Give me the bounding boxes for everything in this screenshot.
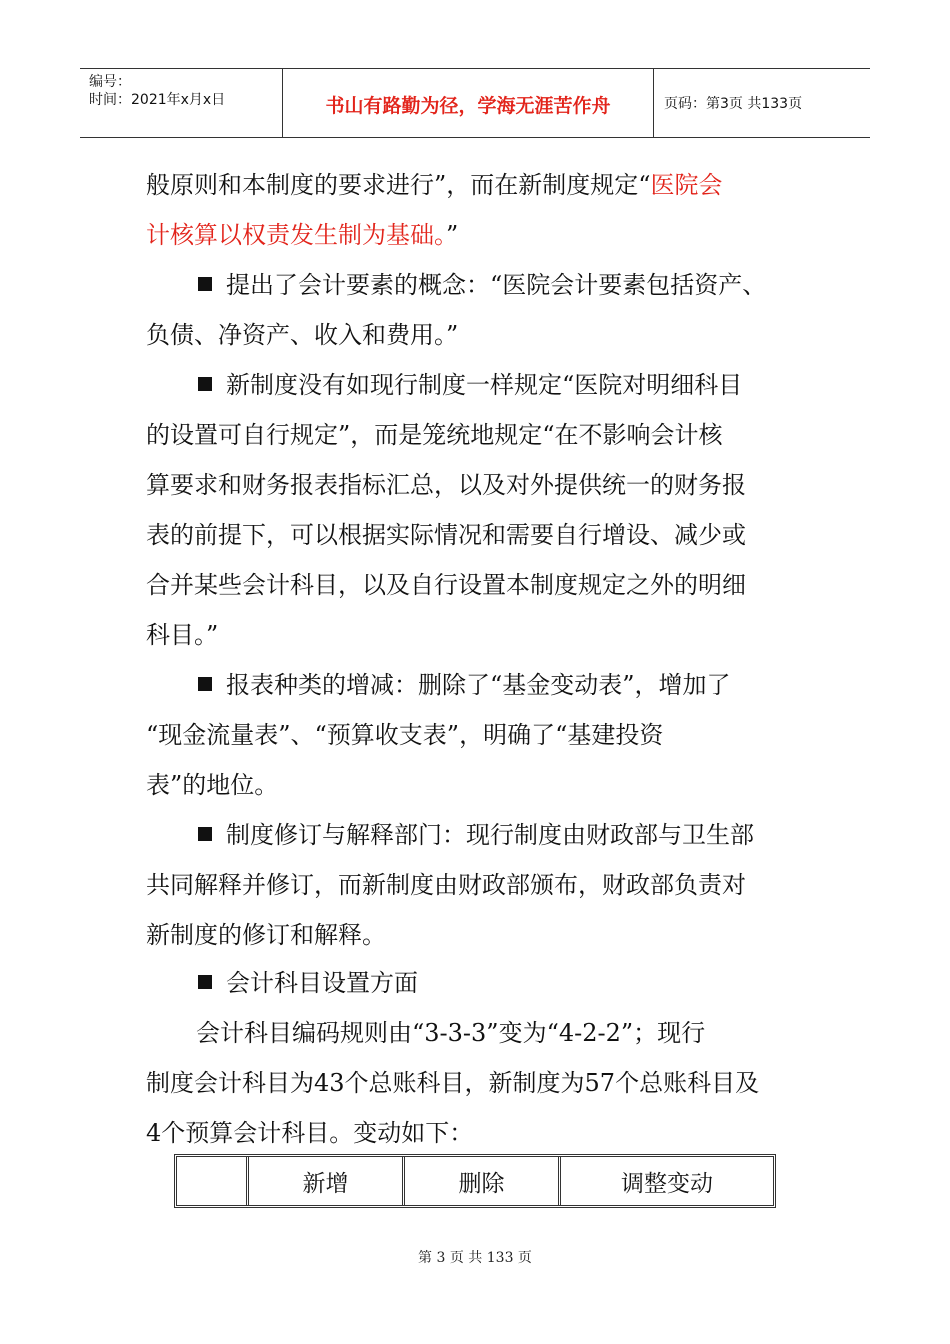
bullet-line: 新制度没有如现行制度一样规定“医院对明细科目 — [198, 370, 742, 400]
highlighted-text: 医院会 — [650, 171, 723, 199]
text-line: 合并某些会计科目，以及自行设置本制度规定之外的明细 — [146, 571, 746, 599]
time-label: 时间：2021年x月x日 — [89, 92, 226, 108]
square-bullet-icon — [198, 277, 212, 291]
number-label: 编号： — [89, 74, 131, 90]
text-line: 计核算以权责发生制为基础。” — [146, 221, 459, 249]
page-footer: 第 3 页 共 133 页 — [418, 1250, 532, 1266]
text-line: 科目。” — [146, 621, 219, 649]
text-line: 的设置可自行规定”，而是笼统地规定“在不影响会计核 — [146, 421, 723, 449]
bullet-line: 报表种类的增减：删除了“基金变动表”，增加了 — [198, 670, 731, 700]
square-bullet-icon — [198, 975, 212, 989]
text-line: 会计科目编码规则由“3-3-3”变为“4-2-2”；现行 — [196, 1019, 706, 1047]
table-header-cell: 删除 — [405, 1157, 561, 1205]
bullet-line: 会计科目设置方面 — [198, 968, 418, 998]
header-page-info: 页码：第3页 共133页 — [664, 96, 803, 112]
bullet-line: 提出了会计要素的概念：“医院会计要素包括资产、 — [198, 270, 766, 300]
text-line: 表”的地位。 — [146, 771, 279, 799]
bullet-line: 制度修订与解释部门：现行制度由财政部与卫生部 — [198, 820, 754, 850]
text-line: 新制度的修订和解释。 — [146, 921, 386, 949]
highlighted-text: 计核算以权责发生制为基础。 — [146, 221, 446, 249]
text-line: 负债、净资产、收入和费用。” — [146, 321, 459, 349]
text-line: 共同解释并修订，而新制度由财政部颁布，财政部负责对 — [146, 871, 746, 899]
square-bullet-icon — [198, 827, 212, 841]
square-bullet-icon — [198, 377, 212, 391]
header-motto: 书山有路勤为径，学海无涯苦作舟 — [283, 69, 654, 137]
text-line: 制度会计科目为43个总账科目，新制度为57个总账科目及 — [146, 1069, 760, 1097]
text-line: 4个预算会计科目。变动如下： — [146, 1119, 474, 1147]
square-bullet-icon — [198, 677, 212, 691]
header-meta — [80, 69, 283, 137]
table-header-cell — [177, 1157, 249, 1205]
table-header-cell: 新增 — [249, 1157, 405, 1205]
changes-table — [174, 1154, 776, 1208]
text-line: 表的前提下，可以根据实际情况和需要自行增设、减少或 — [146, 521, 746, 549]
text-line: “现金流量表”、“预算收支表”，明确了“基建投资 — [146, 721, 664, 749]
table-header-cell: 调整变动 — [621, 1170, 713, 1197]
text-line: 算要求和财务报表指标汇总，以及对外提供统一的财务报 — [146, 471, 746, 499]
text-line: 般原则和本制度的要求进行”，而在新制度规定“医院会 — [146, 171, 723, 199]
page-header — [80, 68, 870, 138]
